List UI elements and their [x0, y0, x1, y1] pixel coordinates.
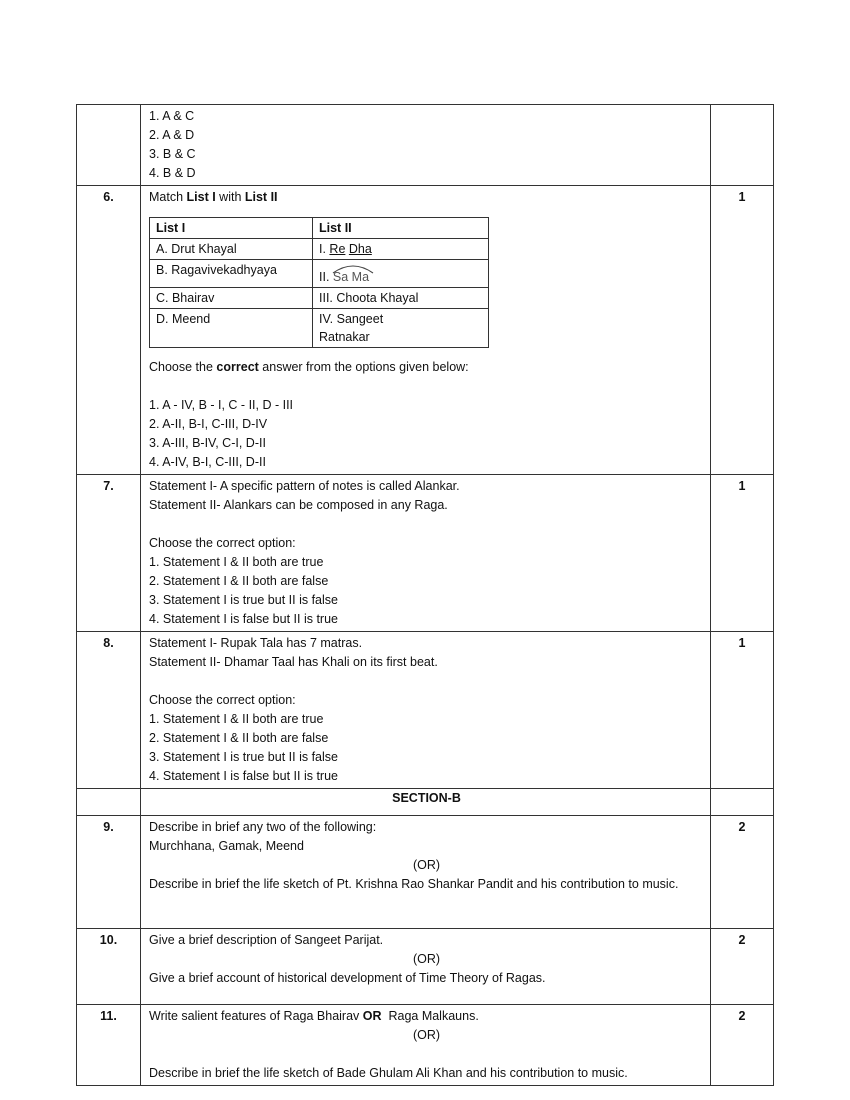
statement: Statement I- Rupak Tala has 7 matras. — [149, 636, 363, 650]
option: 2. Statement I & II both are false — [149, 731, 329, 745]
marks: 1 — [711, 632, 774, 789]
empty-cell — [711, 789, 774, 816]
option: 4. A-IV, B-I, C-III, D-II — [149, 455, 266, 469]
or-separator: (OR) — [412, 952, 441, 966]
empty-cell — [77, 789, 141, 816]
question-number: 10. — [77, 929, 141, 1005]
marks: 2 — [711, 929, 774, 1005]
question-row-6 — [77, 186, 774, 475]
instruction: Choose the correct option: — [149, 536, 296, 550]
header-cell — [150, 218, 313, 239]
section-title: SECTION-B — [141, 789, 711, 816]
question-content — [141, 1005, 711, 1086]
option: 4. Statement I is false but II is true — [149, 769, 338, 783]
text: Raga Malkauns. — [381, 1009, 479, 1023]
question-content — [141, 816, 711, 929]
notation-note: Re — [329, 242, 346, 256]
text: Choose the — [149, 360, 217, 374]
question-number: 9. — [77, 816, 141, 929]
question-content — [141, 632, 711, 789]
question-text — [149, 1007, 704, 1026]
instruction — [149, 358, 704, 377]
question-number: 8. — [77, 632, 141, 789]
marks-empty — [711, 105, 774, 186]
option: 3. Statement I is true but II is false — [149, 593, 338, 607]
alternative-question: Describe in brief the life sketch of Pt. Krishna Rao Shankar Pandit and his contribution to music. — [149, 877, 679, 891]
option: 2. A & D — [149, 128, 195, 142]
text: Write salient features of Raga Bhairav — [149, 1009, 363, 1023]
option: 3. Statement I is true but II is false — [149, 750, 338, 764]
option: 1. Statement I & II both are true — [149, 712, 324, 726]
section-row — [77, 789, 774, 816]
question-row-9 — [77, 816, 774, 929]
list-i-item: B. Ragavivekadhyaya — [150, 260, 313, 288]
list-i-item: C. Bhairav — [150, 288, 313, 309]
marks: 1 — [711, 475, 774, 632]
option: 1. A & C — [149, 109, 195, 123]
match-row — [150, 309, 489, 348]
or-separator: (OR) — [412, 858, 441, 872]
question-table — [76, 104, 774, 1086]
option: 2. A-II, B-I, C-III, D-IV — [149, 417, 268, 431]
question-text: Describe in brief any two of the following: — [149, 820, 377, 834]
option: 3. A-III, B-IV, C-I, D-II — [149, 436, 266, 450]
question-text: Murchhana, Gamak, Meend — [149, 839, 304, 853]
list-ii-label: List II — [244, 190, 278, 204]
option: 1. A - IV, B - I, C - II, D - III — [149, 398, 294, 412]
header-list-ii: List II — [319, 221, 352, 235]
question-number: 6. — [77, 186, 141, 475]
meend-arc-icon — [331, 262, 375, 274]
item-prefix: II. — [319, 270, 333, 284]
question-content — [141, 186, 711, 475]
text: answer from the options given below: — [258, 360, 469, 374]
match-table-header — [150, 218, 489, 239]
match-table — [149, 217, 489, 348]
question-row-10 — [77, 929, 774, 1005]
option: 1. Statement I & II both are true — [149, 555, 324, 569]
match-row — [150, 239, 489, 260]
statement: Statement II- Dhamar Taal has Khali on its first beat. — [149, 655, 438, 669]
list-ii-item — [313, 260, 489, 288]
list-i-item: A. Drut Khayal — [150, 239, 313, 260]
question-content — [141, 475, 711, 632]
item-prefix: I. — [319, 242, 330, 256]
header-list-i: List I — [156, 221, 186, 235]
list-i-label: List I — [186, 190, 216, 204]
list-ii-item — [313, 239, 489, 260]
match-row — [150, 288, 489, 309]
question-row-11 — [77, 1005, 774, 1086]
question-text — [149, 188, 704, 207]
question-number-empty — [77, 105, 141, 186]
question-content — [141, 929, 711, 1005]
question-row-5-continued — [77, 105, 774, 186]
match-row — [150, 260, 489, 288]
emphasis: OR — [362, 1009, 382, 1023]
notation-text: Sa Ma — [332, 270, 370, 284]
marks: 2 — [711, 816, 774, 929]
text: Match — [149, 190, 187, 204]
option: 3. B & C — [149, 147, 196, 161]
marks: 1 — [711, 186, 774, 475]
or-separator: (OR) — [412, 1028, 441, 1042]
question-row-7 — [77, 475, 774, 632]
item-line: Ratnakar — [319, 330, 370, 344]
list-ii-item — [313, 309, 489, 348]
question-text: Give a brief description of Sangeet Parijat. — [149, 933, 384, 947]
list-i-item: D. Meend — [150, 309, 313, 348]
text: with — [215, 190, 245, 204]
alternative-question: Describe in brief the life sketch of Bade Ghulam Ali Khan and his contribution to music. — [149, 1066, 628, 1080]
alternative-question: Give a brief account of historical development of Time Theory of Ragas. — [149, 971, 546, 985]
emphasis: correct — [216, 360, 259, 374]
header-cell — [313, 218, 489, 239]
list-ii-item: III. Choota Khayal — [313, 288, 489, 309]
notation-note: Dha — [348, 242, 372, 256]
instruction: Choose the correct option: — [149, 693, 296, 707]
option: 4. Statement I is false but II is true — [149, 612, 338, 626]
marks: 2 — [711, 1005, 774, 1086]
statement: Statement II- Alankars can be composed in any Raga. — [149, 498, 448, 512]
meend-notation — [333, 264, 369, 286]
question-content — [141, 105, 711, 186]
statement: Statement I- A specific pattern of notes is called Alankar. — [149, 479, 460, 493]
item-line: IV. Sangeet — [319, 312, 384, 326]
option: 4. B & D — [149, 166, 196, 180]
question-number: 11. — [77, 1005, 141, 1086]
question-number: 7. — [77, 475, 141, 632]
question-row-8 — [77, 632, 774, 789]
option: 2. Statement I & II both are false — [149, 574, 329, 588]
